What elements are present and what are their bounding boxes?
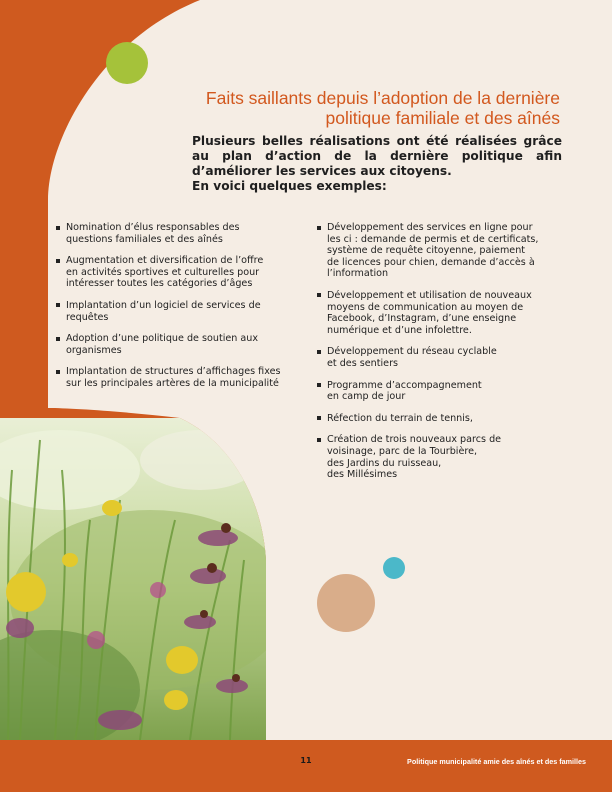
list-item: Développement et utilisation de nouveaux moyens de communication au moyen de Facebook, d’Instagram, d’une enseigne numérique et d’une infolettre. xyxy=(317,290,557,336)
intro-examples-line: En voici quelques exemples: xyxy=(192,179,387,193)
list-item: Réfection du terrain de tennis, xyxy=(317,413,557,425)
list-item: Adoption d’une politique de soutien aux organismes xyxy=(56,333,300,356)
teal-dot-decoration xyxy=(383,557,405,579)
list-item: Développement des services en ligne pour les ci : demande de permis et de certificats, système de requête citoyenne, paiement de licences pour chien, demande d’accès à l’information xyxy=(317,222,557,280)
highlights-list-left xyxy=(56,222,300,400)
tan-dot-decoration xyxy=(317,574,375,632)
title-line-1: Faits saillants depuis l’adoption de la dernière xyxy=(205,88,560,108)
list-item: Programme d’accompagnement en camp de jour xyxy=(317,380,557,403)
footer-publication-title: Politique municipalité amie des aînés et des familles xyxy=(407,757,586,766)
intro-text xyxy=(192,134,562,194)
list-item: Nomination d’élus responsables des questions familiales et des aînés xyxy=(56,222,300,245)
list-item: Développement du réseau cyclable et des sentiers xyxy=(317,346,557,369)
intro-paragraph: Plusieurs belles réalisations ont été réalisées grâce au plan d’action de la dernière politique afin d’améliorer les services aux citoyens. xyxy=(192,134,562,178)
title-line-2: politique familiale et des aînés xyxy=(325,108,560,128)
list-item: Augmentation et diversification de l’offre en activités sportives et culturelles pour intéresser toutes les catégories d’âges xyxy=(56,255,300,290)
list-item: Implantation de structures d’affichages fixes sur les principales artères de la municipalité xyxy=(56,366,300,389)
green-dot-decoration xyxy=(106,42,148,84)
page-number: 11 xyxy=(300,756,312,765)
list-item: Création de trois nouveaux parcs de voisinage, parc de la Tourbière, des Jardins du ruisseau, des Millésimes xyxy=(317,434,557,480)
section-title xyxy=(186,88,560,128)
list-item: Implantation d’un logiciel de services de requêtes xyxy=(56,300,300,323)
highlights-list-right xyxy=(317,222,557,491)
